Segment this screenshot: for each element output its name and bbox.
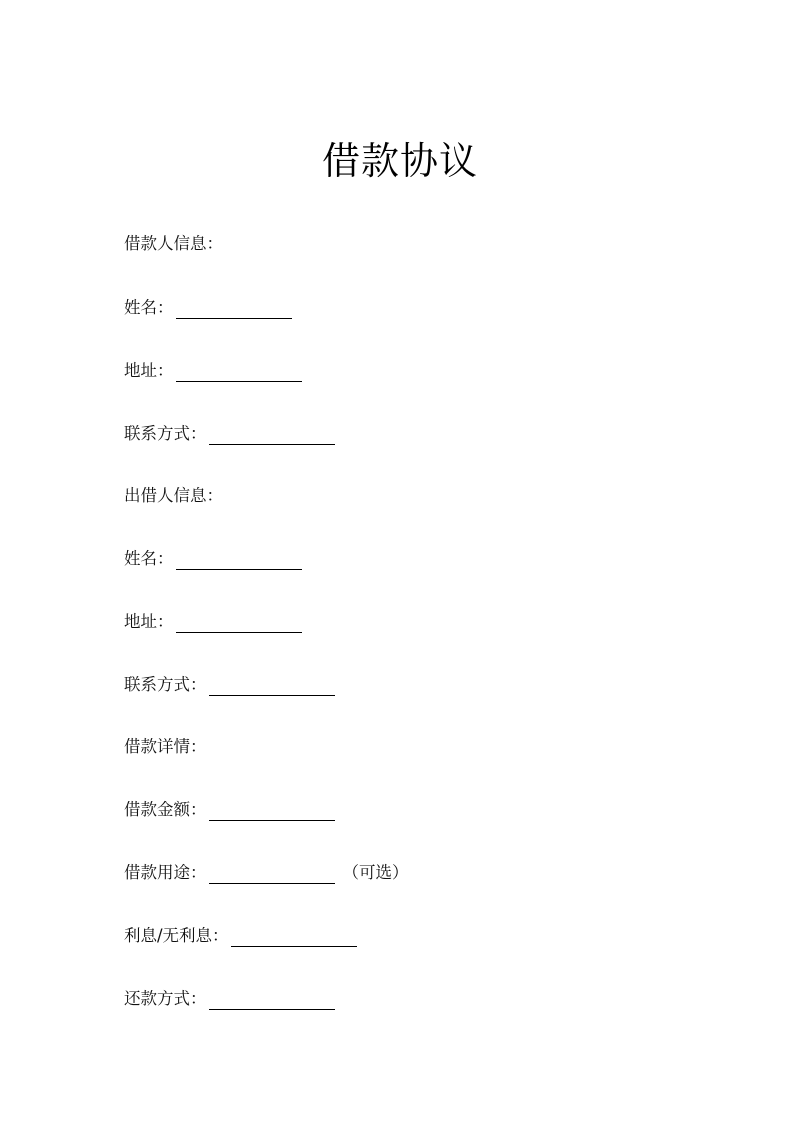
lender-contact-blank[interactable] — [209, 677, 335, 696]
loan-interest-blank[interactable] — [231, 928, 357, 947]
lender-contact-row — [124, 674, 335, 696]
borrower-contact-row — [124, 423, 335, 445]
lender-section-heading — [124, 485, 223, 507]
loan-purpose-label: 借款用途： — [124, 863, 207, 882]
loan-section-heading — [124, 736, 207, 758]
lender-heading-text: 出借人信息： — [124, 486, 223, 505]
loan-purpose-blank[interactable] — [209, 865, 335, 884]
lender-contact-label: 联系方式： — [124, 675, 207, 694]
lender-name-blank[interactable] — [176, 551, 302, 570]
borrower-heading-text: 借款人信息： — [124, 234, 223, 253]
loan-interest-label: 利息/无利息： — [124, 926, 229, 945]
lender-name-label: 姓名： — [124, 549, 174, 568]
lender-address-blank[interactable] — [176, 614, 302, 633]
loan-amount-blank[interactable] — [209, 802, 335, 821]
borrower-name-label: 姓名： — [124, 298, 174, 317]
lender-name-row — [124, 548, 302, 570]
borrower-contact-label: 联系方式： — [124, 424, 207, 443]
loan-purpose-optional-note: （可选） — [342, 863, 409, 882]
lender-address-row — [124, 611, 302, 633]
borrower-name-blank[interactable] — [176, 300, 292, 319]
loan-purpose-row — [124, 862, 409, 884]
loan-interest-row — [124, 925, 357, 947]
loan-amount-row — [124, 799, 335, 821]
borrower-name-row — [124, 297, 292, 319]
loan-repayment-row — [124, 988, 335, 1010]
loan-repayment-blank[interactable] — [209, 991, 335, 1010]
loan-heading-text: 借款详情： — [124, 737, 207, 756]
borrower-address-label: 地址： — [124, 361, 174, 380]
borrower-address-blank[interactable] — [176, 363, 302, 382]
borrower-address-row — [124, 360, 302, 382]
document-title: 借款协议 — [321, 139, 478, 183]
borrower-contact-blank[interactable] — [209, 426, 335, 445]
lender-address-label: 地址： — [124, 612, 174, 631]
loan-repayment-label: 还款方式： — [124, 989, 207, 1008]
borrower-section-heading — [124, 233, 223, 255]
loan-amount-label: 借款金额： — [124, 800, 207, 819]
